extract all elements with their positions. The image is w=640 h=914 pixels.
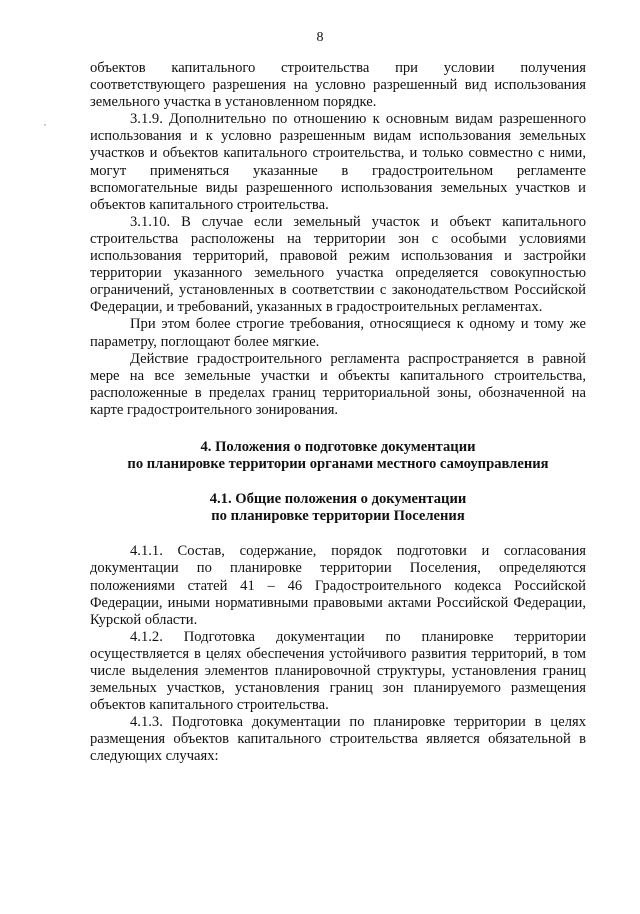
section-4-heading — [90, 439, 586, 473]
section-4-1-heading — [90, 491, 586, 525]
section-4-1-heading-line1: 4.1. Общие положения о документации — [209, 491, 467, 508]
paragraph-strict-requirements: При этом более строгие требования, относящиеся к одному и тому же параметру, поглощают более мягкие. — [90, 316, 586, 350]
paragraph-continuation: объектов капитального строительства при условии получения соответствующего разрешения на условно разрешенный вид использования земельного участка в установленном порядке. — [90, 60, 586, 111]
paragraph-4-1-3: 4.1.3. Подготовка документации по планировке территории в целях размещения объектов капитального строительства является обязательной в следующих случаях: — [90, 714, 586, 765]
paragraph-4-1-2: 4.1.2. Подготовка документации по планировке территории осуществляется в целях обеспечения устойчивого развития территорий, в том числе выделения элементов планировочной структуры, установления границ земельных участков, установления границ зон планируемого размещения объектов капитального строительства. — [90, 628, 586, 714]
paragraph-3-1-10: 3.1.10. В случае если земельный участок и объект капитального строительства расположены на территории зон с особыми условиями использования территорий, правовой режим использования и застройки территории указанного земельного участка определяется совокупностью ограничений, установленных в соответствии с законодательством Российской Федерации, и требований, указанных в градостроительных регламентах. — [90, 213, 586, 316]
section-4-heading-line1: 4. Положения о подготовке документации — [200, 438, 476, 455]
paragraph-3-1-9: 3.1.9. Дополнительно по отношению к основным видам разрешенного использования и к условно разрешенным видам использования земельных участков и объектов капитального строительства, и только совместно с ними, могут применяться указанные в градостроительном регламенте вспомогательные виды разрешенного использования земельных участков и объектов капитального строительства. — [90, 111, 586, 213]
page-number: 8 — [316, 30, 324, 45]
section-4-heading-line2: по планировке территории органами местного самоуправления — [127, 456, 549, 473]
scan-speck — [44, 124, 46, 126]
paragraph-4-1-1: 4.1.1. Состав, содержание, порядок подготовки и согласования документации по планировке территории Поселения, определяются положениями статей 41 – 46 Градостроительного кодекса Российской Федерации, иными нормативными правовыми актами Российской Федерации, Курской области. — [90, 543, 586, 628]
document-body — [90, 60, 586, 766]
section-4-1-heading-line2: по планировке территории Поселения — [211, 508, 465, 525]
paragraph-regulation-scope: Действие градостроительного регламента распространяется в равной мере на все земельные участки и объекты капитального строительства, расположенные в пределах границ территориальной зоны, обозначенной на карте градостроительного зонирования. — [90, 350, 586, 418]
